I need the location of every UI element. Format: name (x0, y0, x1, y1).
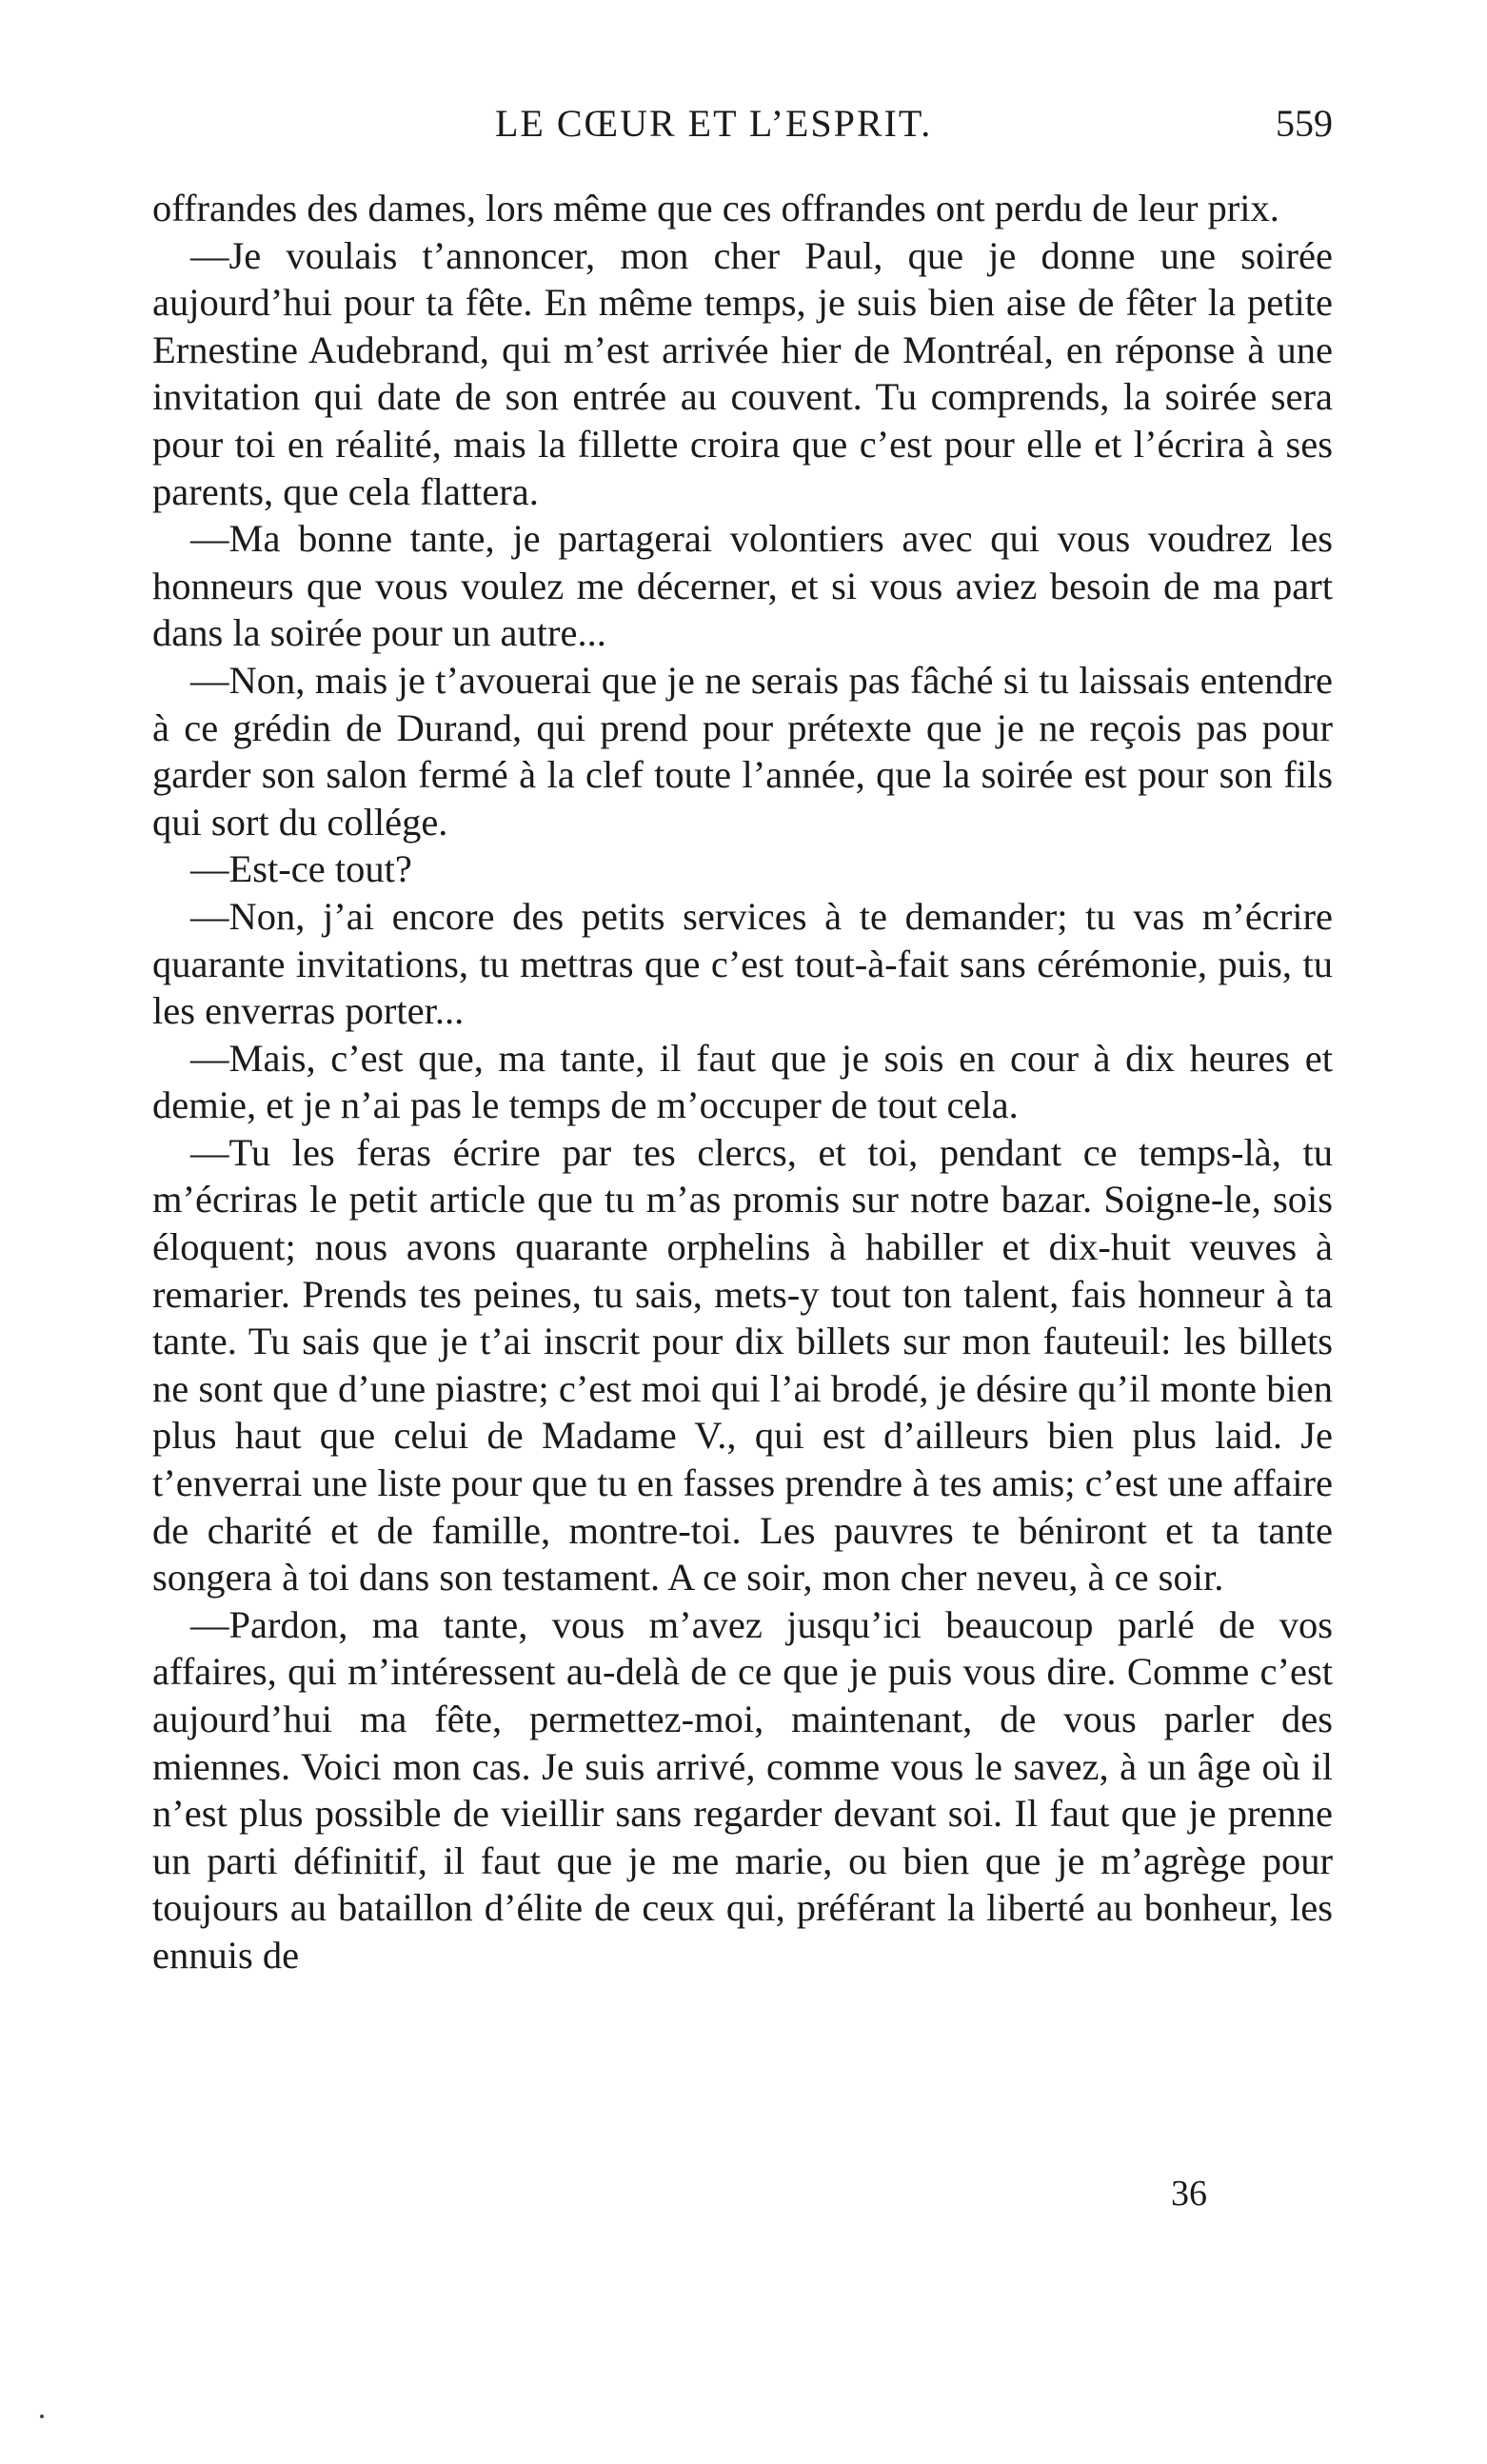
running-head (152, 101, 1333, 158)
paragraph-dialogue: —Tu les feras écrire par tes clercs, et toi, pendant ce temps-là, tu m’écriras le petit article que tu m’as promis sur notre bazar. Soigne-le, sois éloquent; nous avons quarante orphelins à habiller et dix-huit veuves à remarier. Prends tes peines, tu sais, mets-y tout ton talent, fais honneur à ta tante. Tu sais que je t’ai inscrit pour dix billets sur mon fauteuil: les billets ne sont que d’une piastre; c’est moi qui l’ai brodé, je désire qu’il monte bien plus haut que celui de Madame V., qui est d’ailleurs bien plus laid. Je t’enverrai une liste pour que tu en fasses prendre à tes amis; c’est une affaire de charité et de famille, montre-toi. Les pauvres te béniront et ta tante songera à toi dans son testament. A ce soir, mon cher neveu, à ce soir. (152, 1130, 1333, 1600)
paragraph-dialogue: —Pardon, ma tante, vous m’avez jusqu’ici beaucoup parlé de vos affaires, qui m’intéressent au-delà de ce que je puis vous dire. Comme c’est aujourd’hui ma fête, permettez-moi, maintenant, de vous parler des miennes. Voici mon cas. Je suis arrivé, comme vous le savez, à un âge où il n’est plus possible de vieillir sans regarder devant soi. Il faut que je prenne un parti définitif, il faut que je me marie, ou bien que je m’agrège pour toujours au bataillon d’élite de ceux qui, préférant la liberté au bonheur, les ennuis de (152, 1602, 1333, 1977)
paragraph-dialogue: —Ma bonne tante, je partagerai volontiers avec qui vous voudrez les honneurs que vous voulez me décerner, et si vous aviez besoin de ma part dans la soirée pour un autre... (152, 517, 1333, 655)
running-title: LE CŒUR ET L’ESPRIT. (495, 102, 933, 145)
body-text (152, 185, 1333, 1979)
paragraph-dialogue: —Mais, c’est que, ma tante, il faut que je sois en cour à dix heures et demie, et je n’ai pas le temps de m’occuper de tout cela. (152, 1036, 1333, 1127)
paragraph-dialogue: —Est-ce tout? (190, 847, 412, 891)
paragraph-dialogue: —Je voulais t’annoncer, mon cher Paul, que je donne une soirée aujourd’hui pour ta fête. En même temps, je suis bien aise de fêter la petite Ernestine Audebrand, qui m’est arrivée hier de Montréal, en réponse à une invitation qui date de son entrée au couvent. Tu comprends, la soirée sera pour toi en réalité, mais la fillette croira que c’est pour elle et l’écrira à ses parents, que cela flattera. (152, 233, 1333, 513)
paper-speck (40, 2414, 44, 2418)
page-number: 559 (1276, 102, 1333, 145)
paragraph-dialogue: —Non, mais je t’avouerai que je ne serais pas fâché si tu laissais entendre à ce grédin de Durand, qui prend pour prétexte que je ne reçois pas pour garder son salon fermé à la clef toute l’année, que la soirée est pour son fils qui sort du collége. (152, 658, 1333, 844)
signature-mark: 36 (1171, 2174, 1207, 2214)
paragraph-dialogue: —Non, j’ai encore des petits services à te demander; tu vas m’écrire quarante invitations, tu mettras que c’est tout-à-fait sans cérémonie, puis, tu les enverras porter... (152, 894, 1333, 1033)
paragraph-continuation: offrandes des dames, lors même que ces offrandes ont perdu de leur prix. (152, 187, 1279, 229)
